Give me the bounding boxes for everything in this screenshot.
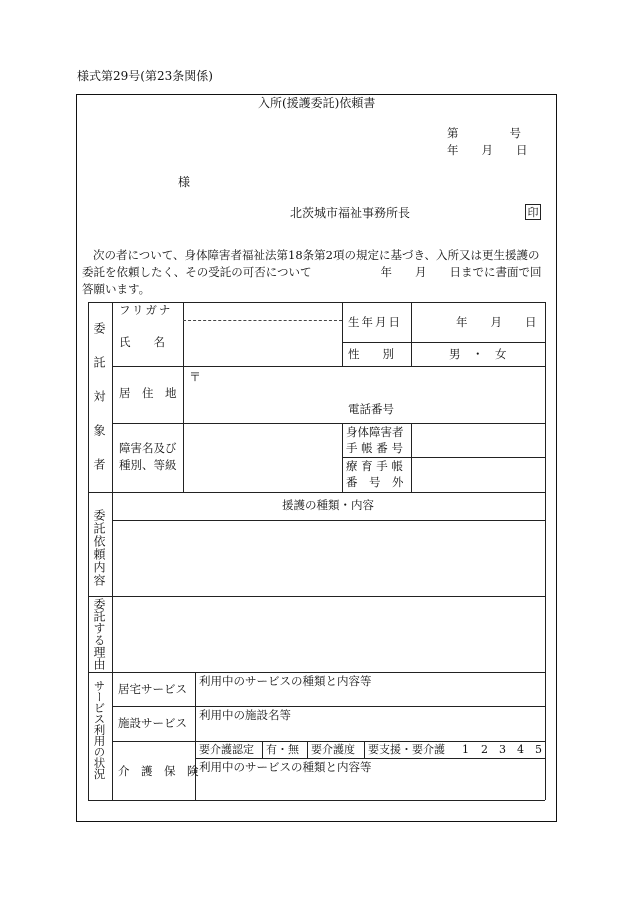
care-level-4: 4 — [517, 743, 524, 756]
birth-label-left — [342, 302, 343, 366]
home-service-label: 居宅サービス — [118, 682, 187, 696]
cert-label-2: 手 帳 番 号 — [346, 441, 403, 455]
table-bottom-line — [88, 800, 545, 801]
care-level-sep — [364, 741, 365, 758]
care-level-5: 5 — [535, 743, 542, 756]
form-number: 様式第29号(第23条関係) — [77, 69, 213, 83]
cert-divider — [342, 457, 545, 458]
services-row-1-line — [112, 706, 545, 707]
birth-label: 生年月日 — [348, 315, 402, 329]
label-column-line — [183, 302, 184, 492]
addressee-suffix: 様 — [178, 175, 191, 189]
address-bottom-line — [112, 423, 545, 424]
ryoiku-label-2: 番 号 外 — [346, 475, 404, 489]
care-yesno-sep — [307, 741, 308, 758]
request-section-label: 委託依頼内容 — [92, 509, 106, 587]
name-bottom-line — [112, 366, 545, 367]
care-level-label: 要介護度 — [311, 743, 355, 756]
furigana-dash-line — [183, 320, 342, 321]
seal-mark: 印 — [525, 204, 541, 220]
ryoiku-label-1: 療 育 手 帳 — [346, 459, 403, 473]
services-row-2-line — [112, 741, 545, 742]
section-divider-2 — [88, 596, 545, 597]
address-label: 居 住 地 — [119, 386, 177, 400]
care-cert-sep — [262, 741, 263, 758]
intro-line-2: 委託を依頼したく、その受託の可否について 年 月 日までに書面で回 — [82, 265, 542, 279]
disability-label-1: 障害名及び — [119, 441, 177, 455]
reason-section-label: 委託する理由 — [92, 598, 106, 670]
care-cert-label: 要介護認定 — [199, 743, 254, 756]
furigana-label: フリガナ — [119, 303, 173, 317]
sender-name: 北茨城市福祉事務所長 — [290, 206, 411, 220]
care-cert-value: 有・無 — [266, 743, 299, 756]
section-divider-1 — [88, 492, 545, 493]
page-title: 入所(援護委託)依頼書 — [258, 96, 376, 110]
care-level-1: 1 — [462, 743, 469, 756]
disability-label-2: 種別、等級 — [119, 458, 177, 472]
care-level-value: 要支援・要介護 — [368, 743, 445, 756]
phone-label: 電話番号 — [348, 402, 394, 416]
intro-line-3: 答願います。 — [82, 282, 151, 296]
section-divider-3 — [88, 672, 545, 673]
table-right-line — [545, 302, 546, 800]
document-number: 第 号 — [447, 126, 522, 140]
sex-value: 男 ・ 女 — [449, 347, 507, 361]
document-date: 年 月 日 — [447, 143, 528, 157]
birth-value-left — [411, 302, 412, 366]
care-level-2: 2 — [481, 743, 488, 756]
facility-service-label: 施設サービス — [118, 716, 187, 730]
postal-mark: 〒 — [189, 370, 202, 384]
home-service-text: 利用中のサービスの種類と内容等 — [199, 674, 372, 688]
care-subrow-line — [195, 758, 545, 759]
care-level-3: 3 — [499, 743, 506, 756]
section-column-line — [112, 302, 113, 800]
care-service-text: 利用中のサービスの種類と内容等 — [199, 760, 372, 774]
subject-section-label: 委託対象者 — [92, 322, 106, 492]
request-header-line — [112, 520, 545, 521]
services-section-label: サービス利用の状況 — [92, 680, 107, 779]
facility-service-text: 利用中の施設名等 — [199, 708, 291, 722]
intro-line-1: 次の者について、身体障害者福祉法第18条第2項の規定に基づき、入所又は更生援護の — [93, 248, 540, 262]
cert-label-1: 身体障害者 — [346, 425, 404, 439]
sex-label: 性 別 — [348, 347, 394, 361]
services-label-line — [195, 672, 196, 800]
name-label: 氏 名 — [119, 335, 165, 349]
table-left-line — [88, 302, 89, 800]
birth-bottom-line — [342, 342, 545, 343]
request-header: 援護の種類・内容 — [282, 498, 374, 512]
care-insurance-label: 介 護 保 険 — [118, 764, 199, 778]
birth-value: 年 月 日 — [456, 315, 537, 329]
